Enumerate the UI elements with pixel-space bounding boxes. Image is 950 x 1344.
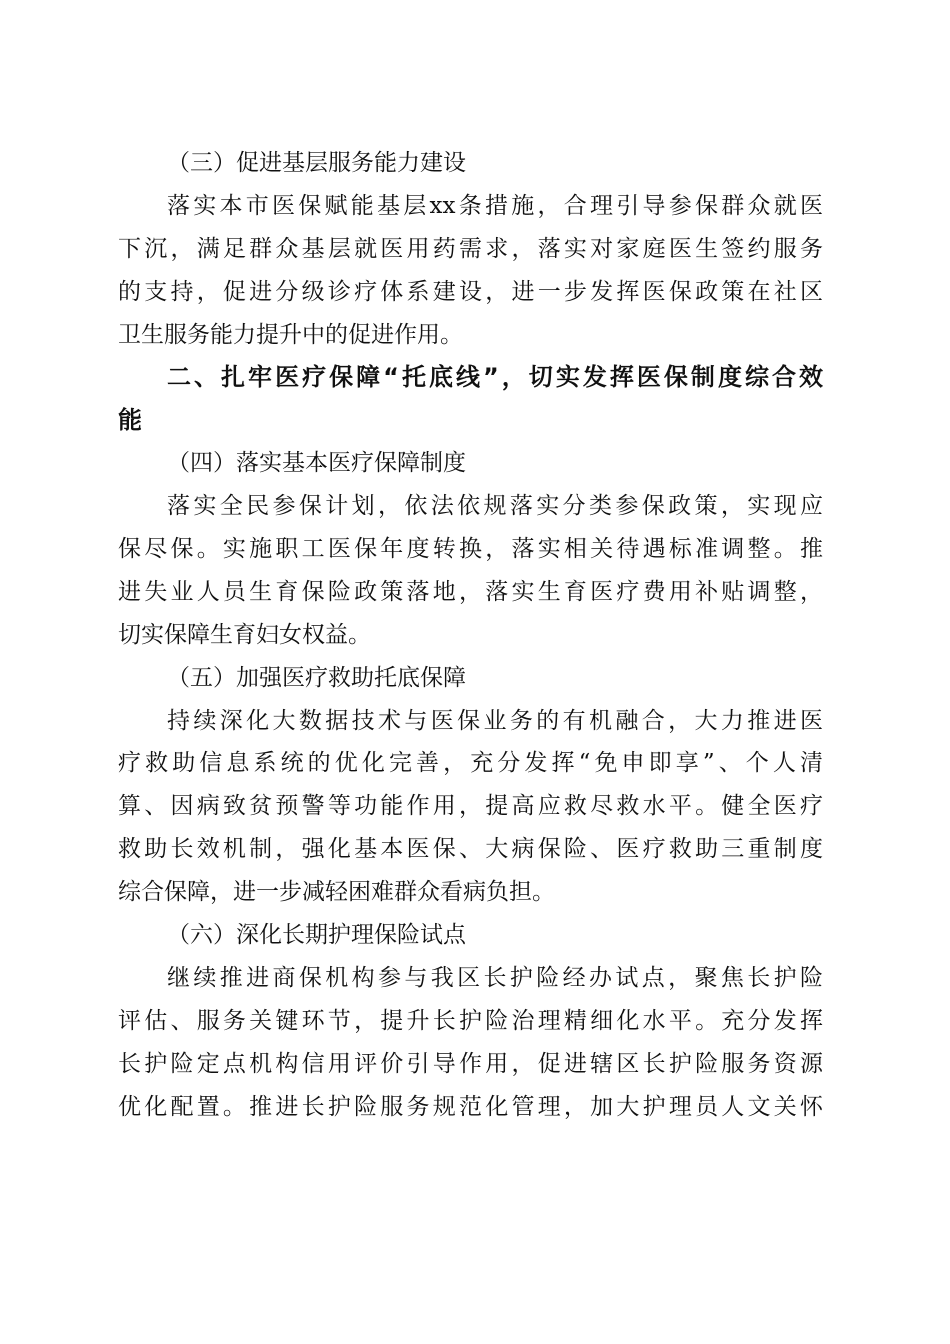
paragraph-line: 保尽保。实施职工医保年度转换，落实相关待遇标准调整。推	[118, 536, 823, 563]
document-body	[118, 142, 823, 1128]
paragraph-line: 长护险定点机构信用评价引导作用，促进辖区长护险服务资源	[118, 1050, 823, 1077]
paragraph-line: 算、因病致贫预警等功能作用，提高应救尽救水平。健全医疗	[118, 793, 823, 820]
section-paragraph-3	[118, 185, 823, 357]
paragraph-line: 下沉，满足群众基层就医用药需求，落实对家庭医生签约服务	[118, 235, 823, 262]
paragraph-line: 持续深化大数据技术与医保业务的有机融合，大力推进医	[167, 707, 823, 734]
paragraph-line: 优化配置。推进长护险服务规范化管理，加大护理员人文关怀	[118, 1093, 823, 1120]
section-heading-4: （四）落实基本医疗保障制度	[167, 450, 466, 477]
section-paragraph-6	[118, 957, 823, 1129]
section-paragraph-4	[118, 485, 823, 657]
paragraph-line: 综合保障，进一步减轻困难群众看病负担。	[118, 879, 555, 906]
section-heading-3: （三）促进基层服务能力建设	[167, 150, 466, 176]
paragraph-line: 落实全民参保计划，依法依规落实分类参保政策，实现应	[167, 493, 823, 520]
section-paragraph-5	[118, 700, 823, 914]
paragraph-line: 落实本市医保赋能基层xx条措施，合理引导参保群众就医	[167, 192, 823, 219]
paragraph-line: 疗救助信息系统的优化完善，充分发挥“免申即享”、个人清	[118, 750, 823, 777]
chapter-heading-2	[118, 356, 823, 442]
paragraph-line: 进失业人员生育保险政策落地，落实生育医疗费用补贴调整，	[118, 578, 823, 605]
section-heading-5: （五）加强医疗救助托底保障	[167, 664, 466, 691]
paragraph-line: 切实保障生育妇女权益。	[118, 621, 371, 648]
paragraph-line: 救助长效机制，强化基本医保、大病保险、医疗救助三重制度	[118, 836, 823, 863]
paragraph-line: 的支持，促进分级诊疗体系建设，进一步发挥医保政策在社区	[118, 278, 823, 305]
paragraph-line: 评估、服务关键环节，提升长护险治理精细化水平。充分发挥	[118, 1007, 823, 1034]
paragraph-line: 卫生服务能力提升中的促进作用。	[118, 321, 463, 348]
chapter-heading-line: 能	[118, 406, 142, 435]
paragraph-line: 继续推进商保机构参与我区长护险经办试点，聚焦长护险	[167, 964, 823, 991]
section-heading-6: （六）深化长期护理保险试点	[167, 922, 466, 949]
chapter-heading-line: 二、扎牢医疗保障“托底线”，切实发挥医保制度综合效	[167, 363, 823, 392]
